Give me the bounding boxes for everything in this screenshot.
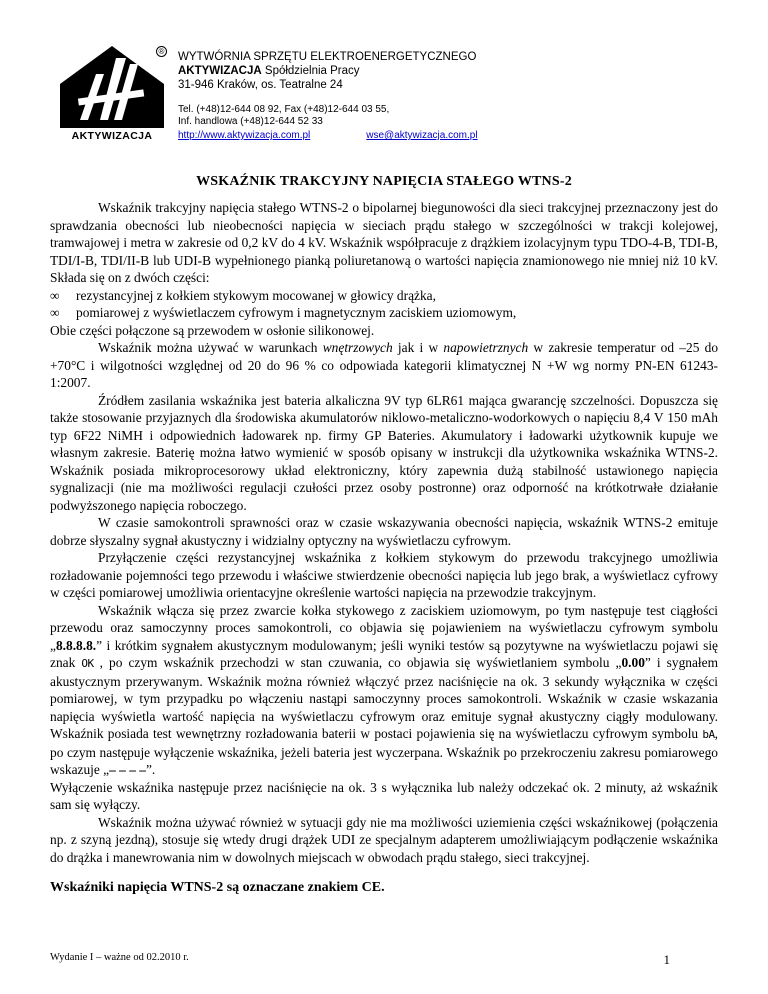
paragraph-shutdown: Wyłączenie wskaźnika następuje przez naciśnięcie na ok. 3 s wyłącznika lub należy odczekać ok. 2 minuty, aż wskaźnik sam się wyłączy. (50, 779, 718, 812)
company-name (178, 64, 476, 78)
website-link[interactable]: http://www.aktywizacja.com.pl (178, 130, 311, 141)
company-logo (56, 44, 168, 148)
paragraph-intro: Wskaźnik trakcyjny napięcia stałego WTNS-2 o bipolarnej biegunowości dla sieci trakcyjnej przeznaczony jest do sprawdzania obecności lub nieobecności napięcia w sieciach prądu stałego w szczególności w trakcji kolejowej, tramwajowej i metra w zakresie od 0,2 kV do 4 kV. Wskaźnik współpracuje z drążkiem izolacyjnym typu TDO-4-B, TDI-B, TDI/I-B, TDI/II-B lub UDI-B wypełnionego pianką poliuretanową o wartości napięcia znamionowego nie mniej niż 10 kV. Składa się on z dwóch części: (50, 200, 718, 285)
phone-line: Tel. (+48)12-644 08 92, Fax (+48)12-644 03 55, (178, 104, 390, 115)
text-span: Wskaźnik można używać w warunkach (98, 340, 323, 355)
text-span: , po czym wskaźnik przechodzi w stan czuwania, co objawia się wyświetlaniem symbolu „ (93, 655, 622, 670)
logo-text: AKTYWIZACJA (71, 130, 153, 142)
text-span: Wskaźnik włącza się przez zwarcie kołka stykowego z zaciskiem uziomowym, po tym następuje test ciągłości przewodu oraz samoczynny proces samokontroli, co objawia się pojawieniem na wyświetlaczu cyfrowym symbolu „ (50, 602, 718, 653)
company-name-rest: Spółdzielnia Pracy (261, 65, 360, 77)
paragraph-connection-trakcja: Przyłączenie części rezystancyjnej wskaźnika z kołkiem stykowym do przewodu trakcyjnego umożliwia rozładowanie pojemności tego przewodu i właściwe stwierdzenie obecności napięcia lub jego brak, a wyświetlacz cyfrowy w części pomiarowej umożliwia orientacyjne określenie wartości napięcia na przewodzie trakcyjnym. (50, 550, 718, 600)
document-title: WSKAŹNIK TRAKCYJNY NAPIĘCIA STAŁEGO WTNS-2 (196, 174, 572, 189)
text-span: ” i sygnałem akustycznym przerywanym. Wskaźnik można również włączyć przez naciśnięcie na ok. 3 sekundy wyłącznika w części pomiarowej, w tym przypadku po włączeniu nastąpi samoczynny proces samokontroli. Wskaźnik w czasie wskazania napięcia wyświetla wartość napięcia na wyświetlaczu cyfrowym oraz emituje sygnał akustyczny ciągły modulowany. Wskaźnik posiada test wewnętrzny rozładowania baterii w postaci pojawienia się na wyświetlaczu cyfrowym symbolu (50, 655, 718, 741)
sales-line: Inf. handlowa (+48)12-644 52 33 (178, 116, 323, 127)
company-address: 31-946 Kraków, os. Teatralne 24 (178, 79, 343, 91)
bullet-symbol: ∞ (50, 305, 60, 320)
bullet-text-1: rezystancyjnej z kołkiem stykowym mocowanej w głowicy drążka, (76, 287, 436, 303)
text-span: , po czym następuje wyłączenie wskaźnika, jeżeli bateria jest wyczerpana. Wskaźnik po przekroczeniu zakresu pomiarowego wskazuje „ (50, 726, 718, 777)
text-span: jak i w (392, 340, 444, 355)
italic-term-outdoor: napowietrznych (443, 340, 529, 355)
document-body (50, 199, 718, 866)
letterhead (56, 44, 736, 154)
company-name-bold: AKTYWIZACJA (178, 65, 262, 77)
links-row (178, 130, 478, 142)
paragraph-operation (50, 602, 718, 779)
text-span: ”. (145, 762, 156, 777)
paragraph-selftest: W czasie samokontroli sprawności oraz w czasie wskazywania obecności napięcia, wskaźnik WTNS-2 emituje dobrze słyszalny sygnał akustyczny i widzialny optyczny na wyświetlaczu cyfrowym. (50, 515, 718, 548)
email-link[interactable]: wse@aktywizacja.com.pl (366, 130, 478, 141)
paragraph-conditions (50, 339, 718, 392)
logo-emblem-icon (56, 44, 168, 130)
paragraph-power: Źródłem zasilania wskaźnika jest bateria alkaliczna 9V typ 6LR61 mająca gwarancję szczelności. Dopuszcza się także stosowanie przyjaznych dla środowiska akumulatorów niklowo-metaliczno-wodorkowych o napięciu 8,4 V 150 mAh typ 6F22 NiMH i odpowiednich ładowarek np. firmy GP Bateries. Akumulatory i ładowarki użytkownik kupuje we własnym zakresie. Baterię można łatwo wymienić w sposób opisany w instrukcji dla użytkownika wskaźnika WTNS-2. Wskaźnik posiada mikroprocesorowy układ elektroniczny, który zapewnia dużą stabilność ustawionego napięcia sygnalizacji (nie ma możliwości regulacji czułości przez osoby postronne) oraz odporność na krótkotrwałe działanie podwyższonego napięcia roboczego. (50, 392, 718, 513)
display-symbol-overrange: – – – – (109, 762, 146, 777)
display-symbol-000: 0.00 (621, 655, 645, 670)
page-number: 1 (663, 952, 670, 967)
paragraph-udi: Wskaźnik można używać również w sytuacji gdy nie ma możliwości uziemienia części wskaźnikowej (połączenia np. z szyną jezdną), stosuje się wtedy drugi drążek UDI ze specjalnym adapterem umożliwiającym podłączenie wskaźnika do drążka i manewrowania nim w dowolnych miejscach w obwodach prądu stałego, sieci trakcyjnej. (50, 814, 718, 865)
bullet-symbol: ∞ (50, 287, 60, 303)
contact-info (178, 104, 478, 142)
list-item (50, 304, 718, 322)
text-span: ” i krótkim sygnałem akustycznym modulowanym; jeśli wyniki testów są pozytywne na wyświetlaczu pojawi się znak (50, 637, 718, 670)
display-symbol-battery: bA (702, 728, 715, 741)
display-symbol-8888: 8.8.8.8. (55, 637, 97, 653)
registered-mark: ® (156, 46, 167, 57)
list-item (50, 287, 718, 305)
paragraph-connection: Obie części połączone są przewodem w osłonie silikonowej. (50, 322, 375, 338)
footer-edition: Wydanie I – ważne od 02.2010 r. (50, 952, 189, 963)
text-span: w zakresie temperatur od –25 do +70°C i wilgotności względnej od 20 do 96 % co odpowiada kategorii klimatycznej N +W wg normy PN-EN 61243-1:2007. (50, 340, 719, 390)
display-symbol-ok: OK (81, 657, 94, 670)
company-line1: WYTWÓRNIA SPRZĘTU ELEKTROENERGETYCZNEGO (178, 51, 477, 63)
italic-term-indoor: wnętrzowych (322, 340, 393, 355)
company-info (178, 50, 476, 92)
bullet-text-2: pomiarowej z wyświetlaczem cyfrowym i magnetycznym zaciskiem uziomowym, (76, 305, 517, 320)
ce-note: Wskaźniki napięcia WTNS-2 są oznaczane znakiem CE. (50, 880, 385, 895)
